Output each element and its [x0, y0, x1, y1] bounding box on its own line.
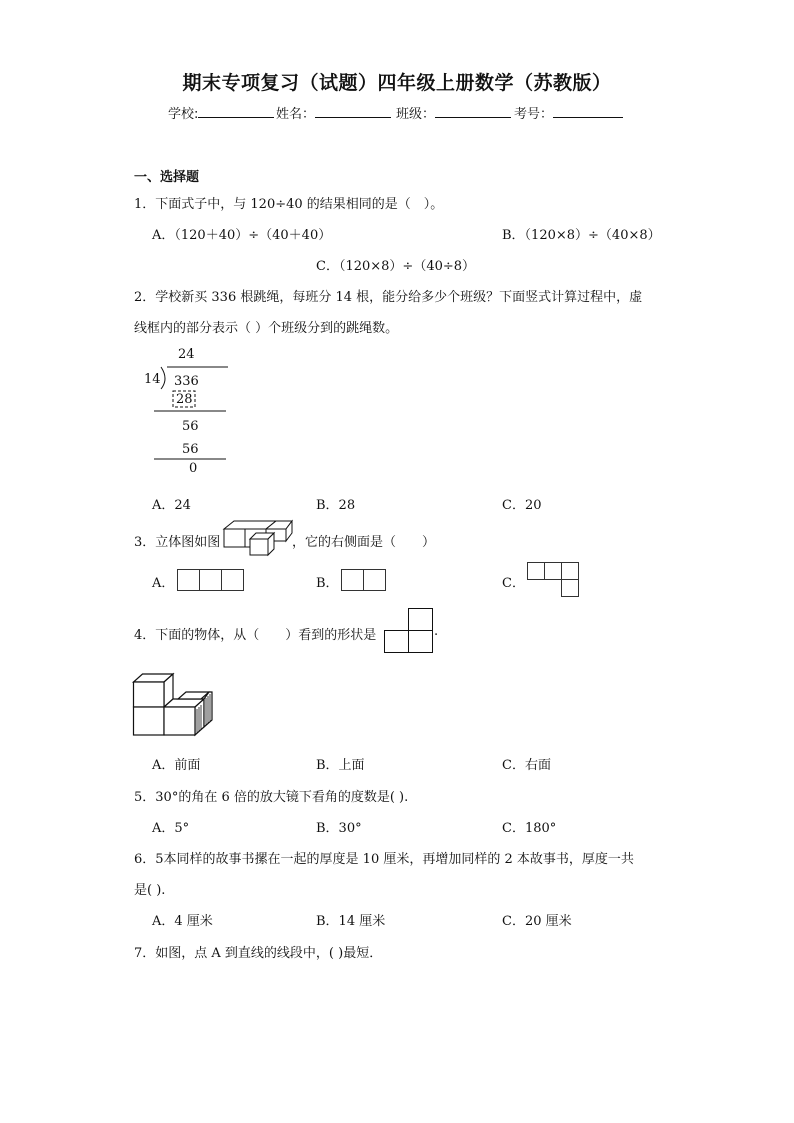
question-3-option-c[interactable]: C． [502, 576, 525, 591]
question-6-option-a[interactable]: A．4 厘米 [152, 914, 213, 929]
option-a-shape[interactable] [177, 569, 245, 591]
option-c-shape[interactable] [527, 562, 581, 598]
question-2-option-b[interactable]: B．28 [316, 498, 356, 513]
option-b-shape[interactable] [341, 569, 387, 591]
question-1-option-c[interactable]: C．（120×8）÷（40÷8） [316, 259, 476, 274]
question-4-option-c[interactable]: C．右面 [502, 758, 551, 773]
name-field [276, 103, 391, 122]
class-label: 班级： [396, 107, 436, 122]
question-1-option-a[interactable]: A．（120＋40）÷（40＋40） [152, 228, 332, 243]
question-5-stem: 5．30°的角在 6 倍的放大镜下看角的度数是( ). [134, 790, 409, 805]
question-5-option-a[interactable]: A．5° [152, 821, 190, 836]
question-4-option-a[interactable]: A．前面 [152, 758, 201, 773]
view-shape-image [384, 608, 434, 654]
number-field [514, 103, 623, 122]
question-1-option-b[interactable]: B．（120×8）÷（40×8） [502, 228, 661, 243]
question-2-option-c[interactable]: C．20 [502, 498, 542, 513]
question-6-stem-line1: 6．5本同样的故事书摞在一起的厚度是 10 厘米，再增加同样的 2 本故事书，厚度一共 [134, 852, 634, 867]
division-dividend: 336 [174, 374, 199, 389]
question-2-option-a[interactable]: A．24 [152, 498, 191, 513]
question-5-option-b[interactable]: B．30° [316, 821, 362, 836]
section-heading: 一、选择题 [134, 170, 200, 185]
class-field [396, 103, 511, 122]
division-step-2: 56 [182, 419, 199, 434]
question-1-stem: 1．下面式子中，与 120÷40 的结果相同的是（ ）。 [134, 197, 444, 212]
question-5-option-c[interactable]: C．180° [502, 821, 557, 836]
class-blank[interactable] [435, 105, 511, 118]
question-4-stem-post: . [434, 624, 439, 639]
question-3-option-a[interactable]: A． [152, 576, 175, 591]
division-remainder: 0 [189, 461, 198, 476]
question-6-option-c[interactable]: C．20 厘米 [502, 914, 572, 929]
name-label: 姓名： [276, 107, 316, 122]
school-blank[interactable] [198, 105, 274, 118]
question-2-stem-line1: 2．学校新买 336 根跳绳，每班分 14 根，能分给多少个班级？下面竖式计算过程中，虚 [134, 290, 643, 305]
division-step-1: 28 [176, 392, 193, 407]
question-6-stem-line2: 是( ). [134, 883, 166, 898]
question-6-option-b[interactable]: B．14 厘米 [316, 914, 386, 929]
question-2-stem-line2: 线框内的部分表示（ ）个班级分到的跳绳数。 [134, 321, 399, 336]
solid-figure-image [224, 519, 294, 555]
school-field [168, 103, 274, 122]
division-quotient: 24 [178, 347, 195, 362]
question-7-stem: 7．如图，点 A 到直线的线段中，( )最短． [134, 946, 383, 961]
name-blank[interactable] [315, 105, 391, 118]
question-3-stem-pre: 3．立体图如图 [134, 535, 221, 550]
number-blank[interactable] [553, 105, 623, 118]
question-3-stem-post: ，它的右侧面是（ ） [292, 535, 436, 550]
division-divisor: 14 [144, 372, 161, 387]
page-title: 期末专项复习（试题）四年级上册数学（苏教版） [182, 72, 612, 94]
question-4-stem-pre: 4．下面的物体，从（ ）看到的形状是 [134, 628, 377, 643]
division-step-3: 56 [182, 442, 199, 457]
school-label: 学校: [168, 107, 199, 122]
question-4-option-b[interactable]: B．上面 [316, 758, 365, 773]
number-label: 考号： [514, 107, 554, 122]
cube-object-image [133, 673, 223, 737]
question-3-option-b[interactable]: B． [316, 576, 339, 591]
